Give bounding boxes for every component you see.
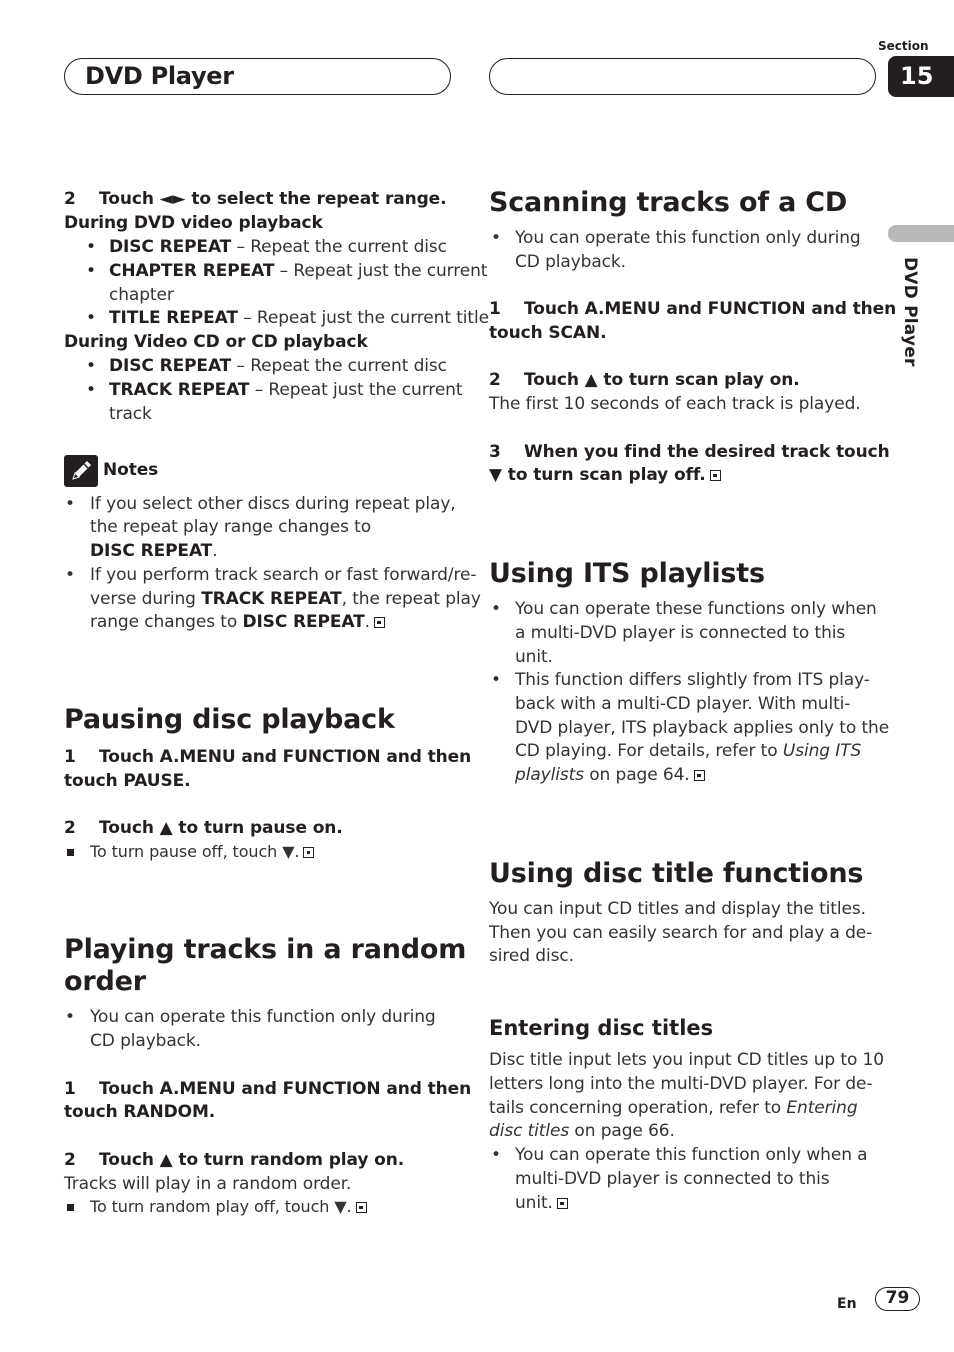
cross-ref-link: Entering — [786, 1098, 858, 1118]
end-mark-icon — [374, 617, 385, 628]
end-mark-icon — [303, 847, 314, 858]
heading-bold: CD — [251, 332, 278, 352]
item-desc: – Repeat the current disc — [231, 356, 447, 376]
text-part: on page 66. — [569, 1121, 675, 1141]
step-number: 1 — [489, 299, 501, 319]
step-text: ▼ to turn scan play off. — [489, 465, 706, 485]
item-term: CHAPTER REPEAT — [109, 261, 275, 281]
item-desc: – Repeat just the current title — [237, 308, 489, 328]
text-part: tails concerning operation, refer to — [489, 1098, 787, 1118]
cross-ref-link: disc titles — [489, 1121, 570, 1141]
entering-para-line-3 — [489, 1096, 858, 1120]
scan-step-3-line-2 — [489, 463, 721, 487]
bullet-dot: • — [86, 356, 97, 376]
random-step-2-desc: Tracks will play in a random order. — [64, 1174, 352, 1194]
page-header-title: DVD Player — [85, 62, 234, 90]
title-para-line-3: sired disc. — [489, 946, 574, 966]
pause-step-1-line-2: touch PAUSE. — [64, 771, 191, 791]
language-label: En — [837, 1296, 857, 1312]
entering-para-line-1: Disc title input lets you input CD titles up to 10 — [489, 1050, 885, 1070]
page-number: 79 — [875, 1287, 920, 1311]
vcd-item-track-cont: track — [109, 404, 152, 424]
random-heading-line-1: Playing tracks in a random — [64, 934, 467, 965]
bullet-dot: • — [86, 380, 97, 400]
vcd-item-disc-repeat — [109, 354, 447, 378]
pause-step-1-line-1 — [64, 745, 471, 769]
step-text: Touch ◄► to select the repeat range. — [99, 189, 447, 209]
vcd-playback-heading — [64, 330, 368, 354]
entering-titles-heading: Entering disc titles — [489, 1016, 714, 1040]
scan-heading: Scanning tracks of a CD — [489, 187, 848, 218]
dvd-item-chapter-cont: chapter — [109, 285, 174, 305]
item-term: TRACK REPEAT — [109, 380, 250, 400]
bullet-dot: • — [65, 1007, 76, 1027]
scan-bullet-line-2: CD playback. — [515, 252, 626, 272]
item-desc: – Repeat just the current — [274, 261, 488, 281]
title-functions-heading: Using disc title functions — [489, 858, 864, 889]
bullet-dot: • — [86, 237, 97, 257]
note-text: verse during — [90, 589, 202, 609]
entering-bullet-line-2: multi-DVD player is connected to this — [515, 1169, 830, 1189]
note-text: To turn pause off, touch ▼. — [90, 842, 300, 861]
bullet-dot: • — [86, 308, 97, 328]
title-para-line-2: Then you can easily search for and play a de- — [489, 923, 873, 943]
note-2-line-3 — [90, 610, 385, 634]
end-mark-icon — [557, 1198, 568, 1209]
step-text: Touch ▲ to turn random play on. — [99, 1150, 405, 1170]
entering-bullet-line-1: You can operate this function only when a — [515, 1145, 868, 1165]
section-label: Section — [878, 39, 929, 53]
its-bullet-2-line-3: DVD player, ITS playback applies only to the — [515, 718, 890, 738]
step-text: Touch A.MENU and FUNCTION and then — [99, 1079, 472, 1099]
heading-bold: CD — [193, 332, 220, 352]
random-step-1-line-2: touch RANDOM. — [64, 1102, 216, 1122]
its-heading: Using ITS playlists — [489, 558, 765, 589]
item-desc: – Repeat just the current — [249, 380, 463, 400]
side-tab-marker — [888, 225, 954, 242]
step-text: Touch A.MENU and FUNCTION and then — [524, 299, 897, 319]
note-term: TRACK REPEAT — [201, 589, 342, 609]
cross-ref-link: Using ITS — [782, 741, 862, 761]
note-2-line-1: If you perform track search or fast forward/re- — [90, 565, 477, 585]
note-1-line-1: If you select other discs during repeat play, — [90, 494, 456, 514]
scan-step-1-line-2: touch SCAN. — [489, 323, 607, 343]
scan-step-2 — [489, 368, 800, 392]
note-term: DISC REPEAT — [90, 541, 213, 561]
note-text: range changes to — [90, 612, 243, 632]
text-part: CD playing. For details, refer to — [515, 741, 783, 761]
scan-step-2-desc: The first 10 seconds of each track is played. — [489, 394, 861, 414]
note-text: To turn random play off, touch ▼. — [90, 1197, 352, 1216]
heading-part: playback — [277, 332, 368, 352]
bullet-dot: • — [491, 670, 502, 690]
dvd-item-chapter-repeat — [109, 259, 487, 283]
its-bullet-2-line-2: back with a multi-CD player. With multi- — [515, 694, 851, 714]
its-bullet-1-line-2: a multi-DVD player is connected to this — [515, 623, 846, 643]
note-text: . — [364, 612, 370, 632]
bullet-dot: • — [491, 228, 502, 248]
step-text: Touch A.MENU and FUNCTION and then — [99, 747, 472, 767]
random-bullet-line-1: You can operate this function only during — [90, 1007, 436, 1027]
step-number: 2 — [64, 189, 76, 209]
pause-step-2 — [64, 816, 343, 840]
step-number: 1 — [64, 1079, 76, 1099]
step-number: 2 — [64, 1150, 76, 1170]
square-bullet — [67, 849, 74, 856]
header-right-pill — [489, 58, 876, 95]
section-number-badge: 15 — [888, 56, 954, 97]
title-para-line-1: You can input CD titles and display the titles. — [489, 899, 866, 919]
its-bullet-2-line-4 — [515, 739, 861, 763]
note-text: , the repeat play — [341, 589, 481, 609]
text-part: unit. — [515, 1193, 553, 1213]
bullet-dot: • — [491, 1145, 502, 1165]
item-term: TITLE REPEAT — [109, 308, 238, 328]
header-title-pill — [64, 58, 451, 95]
entering-bullet-line-3 — [515, 1191, 568, 1215]
step-text: Touch ▲ to turn pause on. — [99, 818, 343, 838]
note-text: . — [212, 541, 218, 561]
pause-note — [90, 840, 314, 864]
end-mark-icon — [710, 470, 721, 481]
its-bullet-1-line-1: You can operate these functions only when — [515, 599, 877, 619]
dvd-item-title-repeat — [109, 306, 489, 330]
square-bullet — [67, 1204, 74, 1211]
item-term: DISC REPEAT — [109, 356, 232, 376]
random-note — [90, 1195, 367, 1219]
step-number: 2 — [64, 818, 76, 838]
step-number: 1 — [64, 747, 76, 767]
pause-heading: Pausing disc playback — [64, 704, 395, 735]
bullet-dot: • — [65, 565, 76, 585]
notes-pencil-icon — [64, 455, 98, 487]
scan-step-3-line-1 — [489, 440, 890, 464]
random-bullet-line-2: CD playback. — [90, 1031, 201, 1051]
side-section-label: DVD Player — [900, 257, 920, 367]
dvd-playback-heading — [64, 211, 323, 235]
dvd-item-disc-repeat — [109, 235, 447, 259]
random-step-2 — [64, 1148, 404, 1172]
heading-part: During — [64, 213, 134, 233]
bullet-dot: • — [65, 494, 76, 514]
end-mark-icon — [356, 1202, 367, 1213]
note-1-line-3 — [90, 539, 218, 563]
step-text: When you find the desired track touch — [524, 442, 890, 462]
item-term: DISC REPEAT — [109, 237, 232, 257]
end-mark-icon — [694, 770, 705, 781]
entering-para-line-2: letters long into the multi-DVD player. For de- — [489, 1074, 873, 1094]
vcd-item-track-repeat — [109, 378, 462, 402]
cross-ref-link: playlists — [515, 765, 584, 785]
note-1-line-2: the repeat play range changes to — [90, 517, 372, 537]
note-term: DISC REPEAT — [242, 612, 365, 632]
heading-bold: DVD — [133, 213, 176, 233]
bullet-dot: • — [491, 599, 502, 619]
notes-label: Notes — [103, 460, 159, 480]
scan-step-1-line-1 — [489, 297, 896, 321]
random-heading-line-2: order — [64, 966, 146, 997]
item-desc: – Repeat the current disc — [231, 237, 447, 257]
step-text: Touch ▲ to turn scan play on. — [524, 370, 800, 390]
note-2-line-2 — [90, 587, 481, 611]
heading-part: or — [219, 332, 252, 352]
step-number: 2 — [489, 370, 501, 390]
bullet-dot: • — [86, 261, 97, 281]
step-number: 3 — [489, 442, 501, 462]
text-part: on page 64. — [583, 765, 690, 785]
heading-part: video playback — [175, 213, 323, 233]
repeat-step-2 — [64, 187, 446, 211]
its-bullet-1-line-3: unit. — [515, 647, 553, 667]
its-bullet-2-line-5 — [515, 763, 705, 787]
random-step-1-line-1 — [64, 1077, 471, 1101]
entering-para-line-4 — [489, 1119, 675, 1143]
heading-part: During Video — [64, 332, 194, 352]
its-bullet-2-line-1: This function differs slightly from ITS play- — [515, 670, 870, 690]
scan-bullet-line-1: You can operate this function only during — [515, 228, 861, 248]
